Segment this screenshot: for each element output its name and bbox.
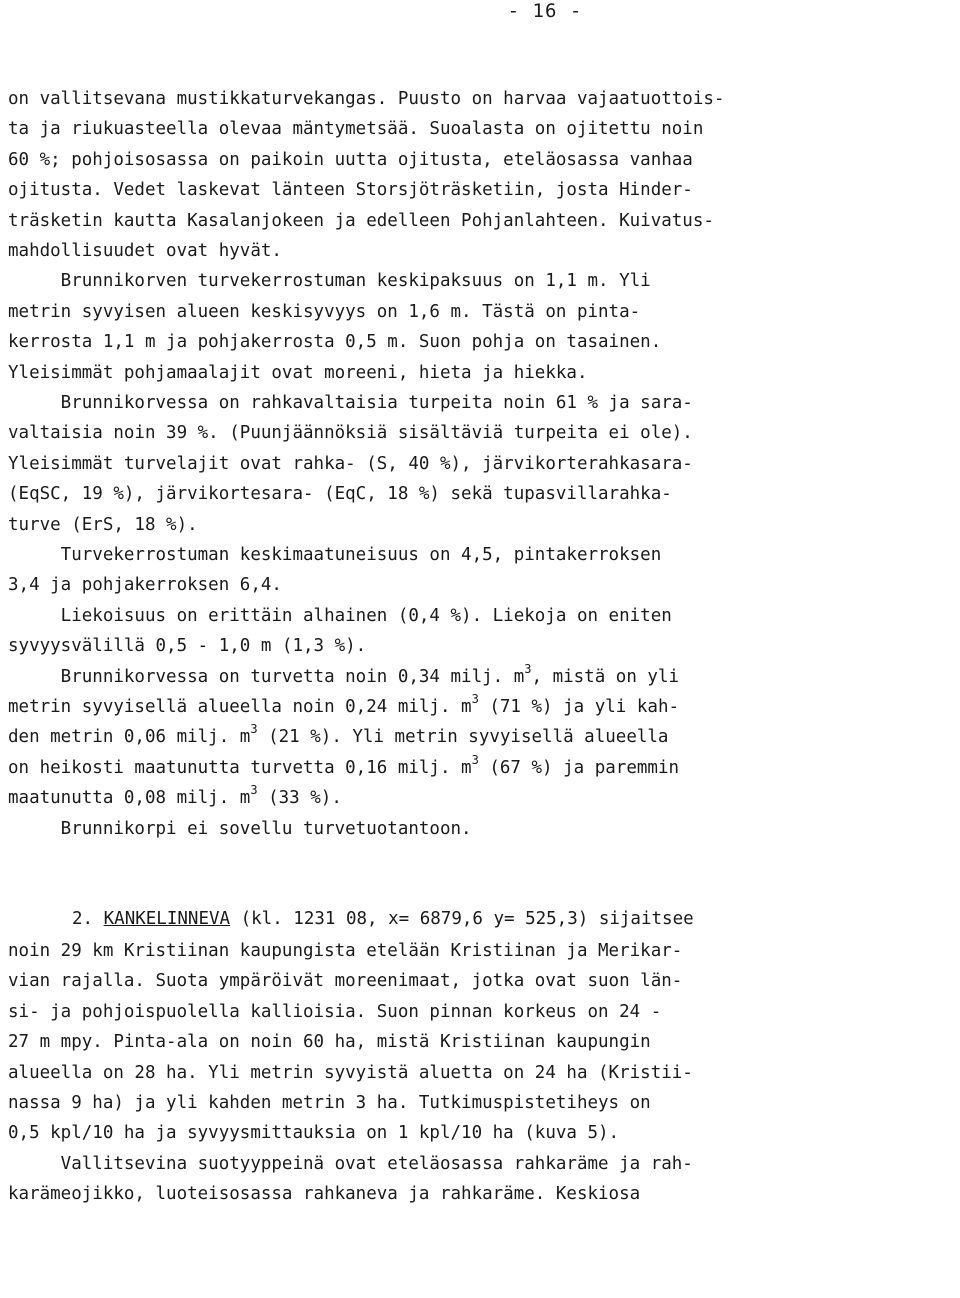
- page-number: - 16 -: [507, 0, 583, 22]
- text-line: [8, 692, 952, 719]
- text-line: [8, 661, 952, 689]
- section-number: 2.: [72, 909, 94, 929]
- text-line: ojitusta. Vedet laskevat länteen Storsjöträsketiin, josta Hinder-: [8, 180, 693, 201]
- superscript: 3: [524, 661, 532, 676]
- text-line: kerrosta 1,1 m ja pohjakerrosta 0,5 m. Suon pohja on tasainen.: [8, 332, 662, 353]
- text-line: 3,4 ja pohjakerroksen 6,4.: [8, 575, 282, 596]
- text-line: Vallitsevina suotyyppeinä ovat eteläosassa rahkaräme ja rah-: [8, 1153, 693, 1174]
- text-fragment: , mistä on yli: [531, 666, 680, 687]
- text-line: 60 %; pohjoisosassa on paikoin uutta ojitusta, eteläosassa vanhaa: [8, 149, 693, 170]
- text-line: träsketin kautta Kasalanjokeen ja edelleen Pohjanlahteen. Kuivatus-: [8, 210, 714, 231]
- text-fragment: maatunutta 0,08 milj. m: [8, 788, 251, 809]
- text-line: nassa 9 ha) ja yli kahden metrin 3 ha. Tutkimuspistetiheys on: [8, 1093, 651, 1113]
- text-fragment: (67 %) ja paremmin: [478, 757, 680, 778]
- text-line: mahdollisuudet ovat hyvät.: [8, 241, 282, 261]
- superscript: 3: [471, 752, 479, 767]
- text-fragment: (71 %) ja yli kah-: [478, 697, 680, 717]
- text-line: Brunnikorpi ei sovellu turvetuotantoon.: [8, 818, 472, 839]
- text-line: [8, 722, 952, 749]
- text-line: ta ja riukuasteella olevaa mäntymetsää. Suoalasta on ojitettu noin: [8, 119, 704, 140]
- text-fragment: (33 %).: [257, 788, 342, 809]
- text-line: Liekoisuus on erittäin alhainen (0,4 %). Liekoja on eniten: [8, 605, 672, 626]
- text-line: Yleisimmät turvelajit ovat rahka- (S, 40 %), järvikorterahkasara-: [8, 453, 693, 474]
- superscript: 3: [250, 783, 258, 798]
- section-heading: [8, 908, 952, 930]
- text-line: [8, 752, 952, 780]
- text-line: syvyysvälillä 0,5 - 1,0 m (1,3 %).: [8, 636, 367, 657]
- text-fragment: on heikosti maatunutta turvetta 0,16 milj. m: [8, 757, 472, 778]
- text-line: Yleisimmät pohjamaalajit ovat moreeni, hieta ja hiekka.: [8, 362, 588, 383]
- text-line: si- ja pohjoispuolella kallioisia. Suon pinnan korkeus on 24 -: [8, 1001, 662, 1022]
- text-line: on vallitsevana mustikkaturvekangas. Puusto on harvaa vajaatuottois-: [8, 89, 725, 109]
- section-title: KANKELINNEVA: [103, 909, 231, 929]
- text-line: 27 m mpy. Pinta-ala on noin 60 ha, mistä Kristiinan kaupungin: [8, 1032, 651, 1053]
- text-line: karämeojikko, luoteisosassa rahkaneva ja rahkaräme. Keskiosa: [8, 1184, 641, 1205]
- text-line: valtaisia noin 39 %. (Puunjäännöksiä sisältäviä turpeita ei ole).: [8, 423, 693, 444]
- text-line: Brunnikorvessa on rahkavaltaisia turpeita noin 61 % ja sara-: [8, 393, 693, 413]
- text-line: [8, 783, 952, 810]
- text-line: Brunnikorven turvekerrostuman keskipaksuus on 1,1 m. Yli: [8, 271, 651, 292]
- text-line: alueella on 28 ha. Yli metrin syvyistä aluetta on 24 ha (Kristii-: [8, 1062, 693, 1083]
- superscript: 3: [250, 722, 258, 737]
- text-line: (EqSC, 19 %), järvikortesara- (EqC, 18 %) sekä tupasvillarahka-: [8, 484, 672, 505]
- text-fragment: den metrin 0,06 milj. m: [8, 727, 251, 748]
- text-line: noin 29 km Kristiinan kaupungista etelään Kristiinan ja Merikar-: [8, 941, 683, 961]
- text-line: vian rajalla. Suota ympäröivät moreenimaat, jotka ovat suon län-: [8, 971, 683, 992]
- text-fragment: (21 %). Yli metrin syvyisellä alueella: [257, 727, 669, 748]
- text-line: 0,5 kpl/10 ha ja syvyysmittauksia on 1 kpl/10 ha (kuva 5).: [8, 1123, 620, 1144]
- text-line: Turvekerrostuman keskimaatuneisuus on 4,5, pintakerroksen: [8, 545, 662, 565]
- text-fragment: metrin syvyisellä alueella noin 0,24 milj. m: [8, 697, 472, 717]
- text-line: turve (ErS, 18 %).: [8, 514, 198, 535]
- section-heading-text: (kl. 1231 08, x= 6879,6 y= 525,3) sijaitsee: [230, 909, 694, 929]
- text-line: metrin syvyisen alueen keskisyvyys on 1,6 m. Tästä on pinta-: [8, 301, 641, 322]
- superscript: 3: [471, 692, 479, 706]
- text-fragment: Brunnikorvessa on turvetta noin 0,34 milj. m: [8, 666, 525, 687]
